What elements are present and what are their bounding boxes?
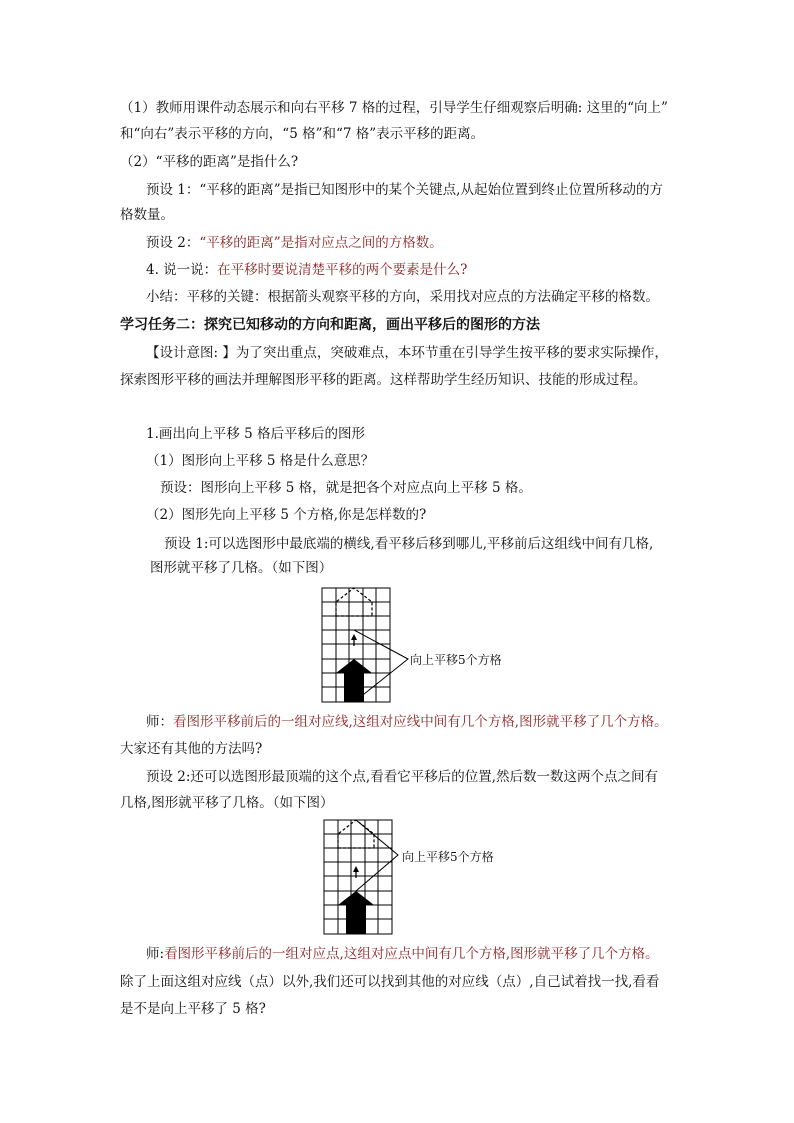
text-line: 预设 2:还可以选图形最顶端的这个点,看看它平移后的位置,然后数一数这两个点之间有 (146, 769, 659, 785)
highlight-text: 在平移时要说清楚平移的两个要素是什么? (217, 262, 468, 278)
text-line: 格数量。 (120, 207, 174, 223)
text-line: 预设：图形向上平移 5 格，就是把各个对应点向上平移 5 格。 (160, 480, 532, 496)
text-line: 和“向右”表示平移的方向，“5 格”和“7 格”表示平移的距离。 (120, 126, 485, 142)
text-line: 大家还有其他的方法吗? (120, 741, 263, 757)
summary-line: 小结：平移的关键：根据箭头观察平移的方向，采用找对应点的方法确定平移的格数。 (146, 289, 659, 305)
grid-diagram (322, 819, 522, 939)
figure-caption: 向上平移5个方格 (402, 850, 494, 864)
figure-caption: 向上平移5个方格 (410, 653, 502, 667)
text-line: 除了上面这组对应线（点）以外,我们还可以找到其他的对应线（点）,自己试着找一找,看看 (120, 974, 660, 990)
text-line: 几格,图形就平移了几格。（如下图） (120, 795, 334, 811)
teacher-line (146, 713, 668, 731)
text-line: （2）图形先向上平移 5 个方格,你是怎样数的? (146, 507, 427, 523)
text-line (146, 234, 443, 252)
text-span: 4. 说一说： (146, 262, 218, 278)
speaker-label: 师: (146, 946, 165, 962)
text-line: （1）教师用课件动态展示和向右平移 7 格的过程，引导学生仔细观察后明确: 这里的“向上” (120, 100, 668, 116)
highlight-text: 看图形平移前后的一组对应线,这组对应线中间有几个方格,图形就平移了几个方格。 (173, 714, 668, 730)
text-span: 预设 2： (146, 235, 200, 251)
text-line: 是不是向上平移了 5 格? (120, 1001, 266, 1017)
text-line: 1.画出向上平移 5 格后平移后的图形 (146, 426, 366, 442)
translation-figure-2 (322, 819, 522, 943)
text-line (146, 261, 467, 279)
text-line: 预设 1:可以选图形中最底端的横线,看平移后移到哪儿,平移前后这组线中间有几格, (164, 536, 654, 552)
speaker-label: 师： (146, 714, 173, 730)
highlight-text: “平移的距离”是指对应点之间的方格数。 (199, 235, 443, 251)
text-line: （2）“平移的距离”是指什么? (120, 154, 299, 170)
section-heading: 学习任务二：探究已知移动的方向和距离，画出平移后的图形的方法 (120, 317, 540, 333)
text-line: 图形就平移了几格。（如下图） (150, 560, 333, 576)
text-line: 【设计意图: 】为了突出重点，突破难点，本环节重在引导学生按平移的要求实际操作， (146, 345, 668, 361)
text-line: （1）图形向上平移 5 格是什么意思？ (146, 453, 375, 469)
grid-diagram (320, 587, 520, 707)
teacher-line (146, 945, 659, 963)
translation-figure-1 (320, 587, 520, 711)
highlight-text: 看图形平移前后的一组对应点,这组对应点中间有几个方格,图形就平移了几个方格。 (164, 946, 659, 962)
text-line: 探索图形平移的画法并理解图形平移的距离。这样帮助学生经历知识、技能的形成过程。 (120, 372, 647, 388)
text-line: 预设 1：“平移的距离”是指已知图形中的某个关键点,从起始位置到终止位置所移动的方 (146, 182, 663, 198)
